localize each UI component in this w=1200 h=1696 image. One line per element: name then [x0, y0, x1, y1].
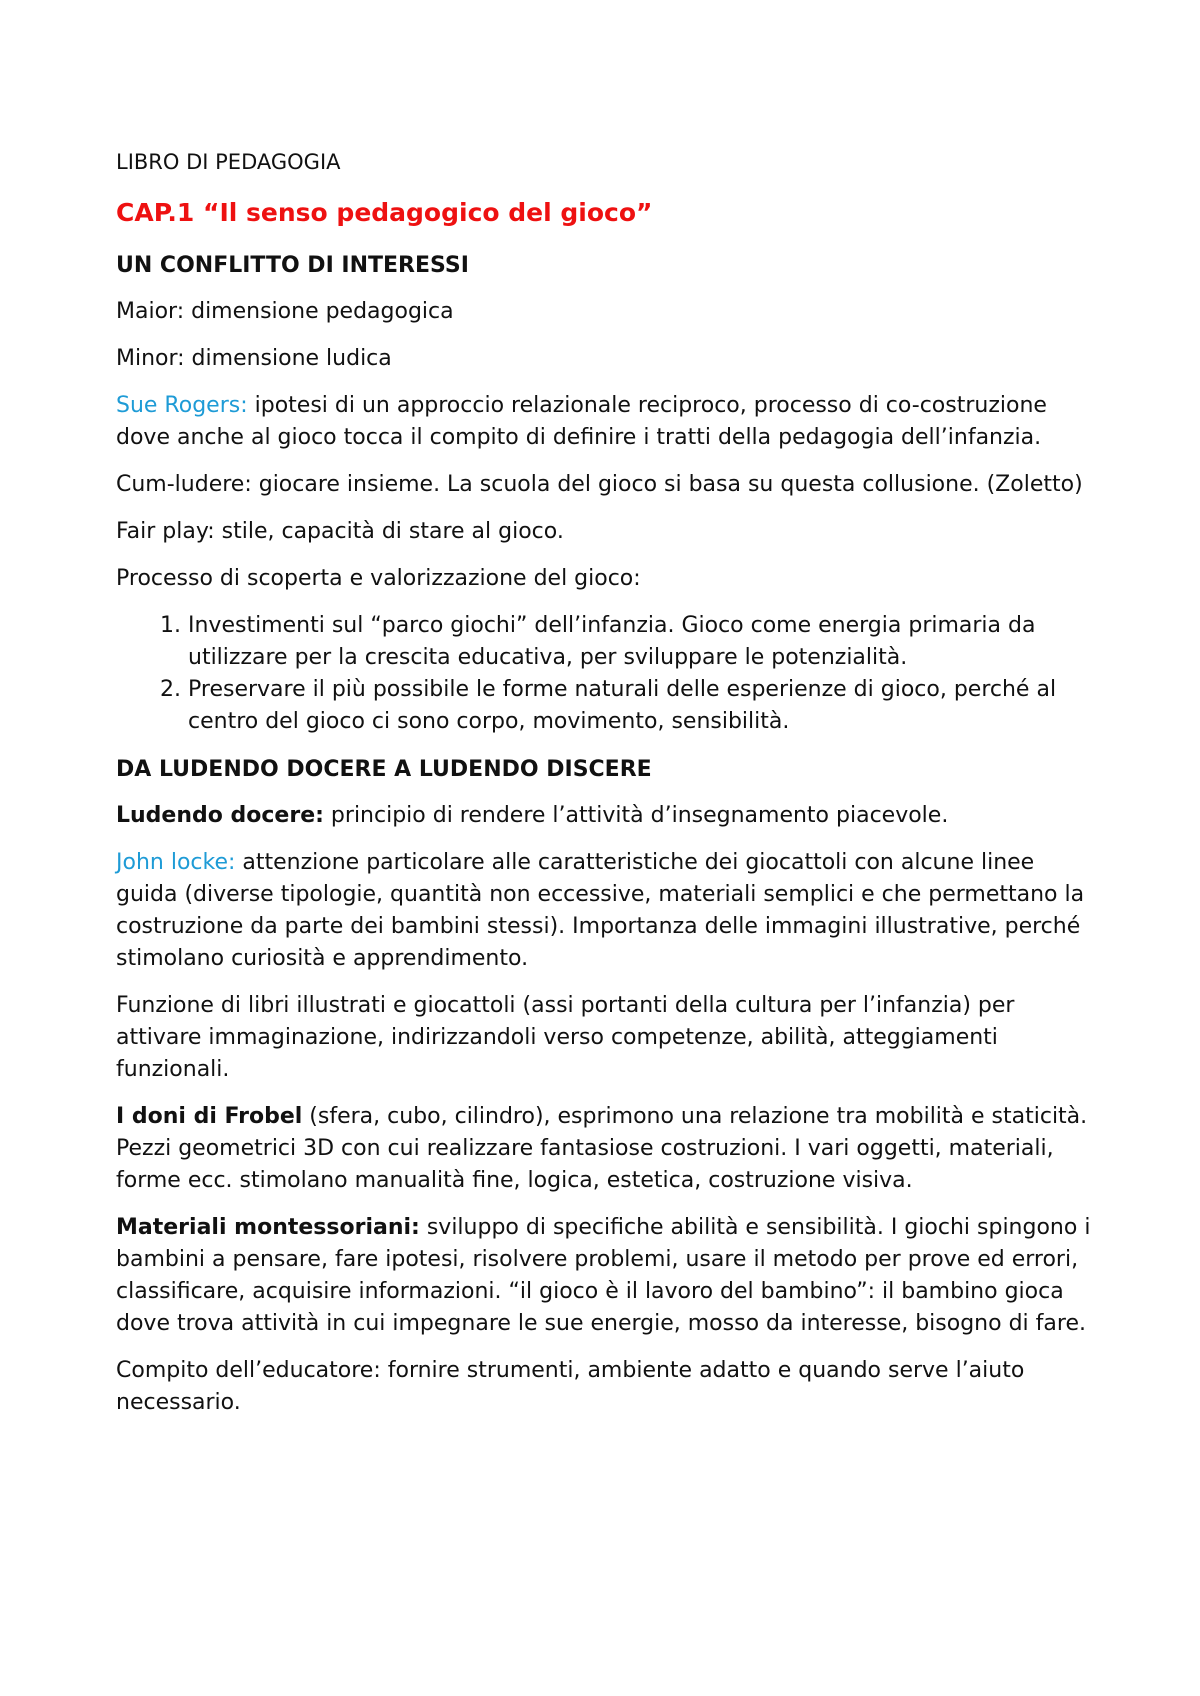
paragraph-cum-ludere: Cum-ludere: giocare insieme. La scuola del gioco si basa su questa collusione. (Zoletto) [116, 472, 1083, 497]
paragraph-maior: Maior: dimensione pedagogica [116, 299, 454, 324]
paragraph-montessori [116, 1212, 1096, 1340]
chapter-heading: CAP.1 “Il senso pedagogico del gioco” [116, 198, 653, 227]
paragraph-ludendo-docere [116, 800, 1096, 832]
list-item: 1. Investimenti sul “parco giochi” dell’infanzia. Gioco come energia primaria da utilizzare per la crescita educativa, per sviluppare le potenzialità. [188, 610, 1096, 674]
paragraph-frobel [116, 1101, 1096, 1197]
list-item: 2. Preservare il più possibile le forme naturali delle esperienze di gioco, perché al centro del gioco ci sono corpo, movimento, sensibilità. [188, 674, 1096, 738]
paragraph-locke [116, 847, 1096, 975]
document-body [116, 146, 1096, 1434]
ludendo-docere-text: principio di rendere l’attività d’insegnamento piacevole. [323, 803, 949, 828]
numbered-list [116, 610, 1096, 738]
frobel-label: I doni di Frobel [116, 1104, 303, 1129]
frobel-text: (sfera, cubo, cilindro), esprimono una relazione tra mobilità e staticità. Pezzi geometrici 3D con cui realizzare fantasiose costruzioni. I vari oggetti, materiali, forme ecc. stimolano manualità fine, logica, estetica, costruzione visiva. [116, 1104, 1088, 1193]
paragraph-processo: Processo di scoperta e valorizzazione del gioco: [116, 566, 641, 591]
section-heading-conflitto: UN CONFLITTO DI INTERESSI [116, 253, 469, 278]
paragraph-fair-play: Fair play: stile, capacità di stare al gioco. [116, 519, 564, 544]
montessori-text: sviluppo di specifiche abilità e sensibilità. I giochi spingono i bambini a pensare, fare ipotesi, risolvere problemi, usare il metodo per prove ed errori, classificare, acquisire informazioni. “il gioco è il lavoro del bambino”: il bambino gioca dove trova attività in cui impegnare le sue energie, mosso da interesse, bisogno di fare. [116, 1215, 1091, 1336]
locke-text: attenzione particolare alle caratteristiche dei giocattoli con alcune linee guida (diverse tipologie, quantità non eccessive, materiali semplici e che permettano la costruzione da parte dei bambini stessi). Importanza delle immagini illustrative, perché stimolano curiosità e apprendimento. [116, 850, 1085, 971]
paragraph-funzione: Funzione di libri illustrati e giocattoli (assi portanti della cultura per l’infanzia) per attivare immaginazione, indirizzandoli verso competenze, abilità, atteggiamenti funzionali. [116, 993, 1015, 1082]
document-title: LIBRO DI PEDAGOGIA [116, 150, 341, 174]
name-john-locke: John locke: [116, 850, 236, 875]
paragraph-compito: Compito dell’educatore: fornire strumenti, ambiente adatto e quando serve l’aiuto necessario. [116, 1358, 1025, 1415]
paragraph-minor: Minor: dimensione ludica [116, 346, 392, 371]
name-sue-rogers: Sue Rogers: [116, 393, 248, 418]
montessori-label: Materiali montessoriani: [116, 1215, 420, 1240]
paragraph-rogers [116, 390, 1096, 454]
rogers-text: ipotesi di un approccio relazionale reciproco, processo di co-costruzione dove anche al gioco tocca il compito di definire i tratti della pedagogia dell’infanzia. [116, 393, 1047, 450]
section-heading-ludendo: DA LUDENDO DOCERE A LUDENDO DISCERE [116, 757, 652, 782]
ludendo-docere-label: Ludendo docere: [116, 803, 324, 828]
